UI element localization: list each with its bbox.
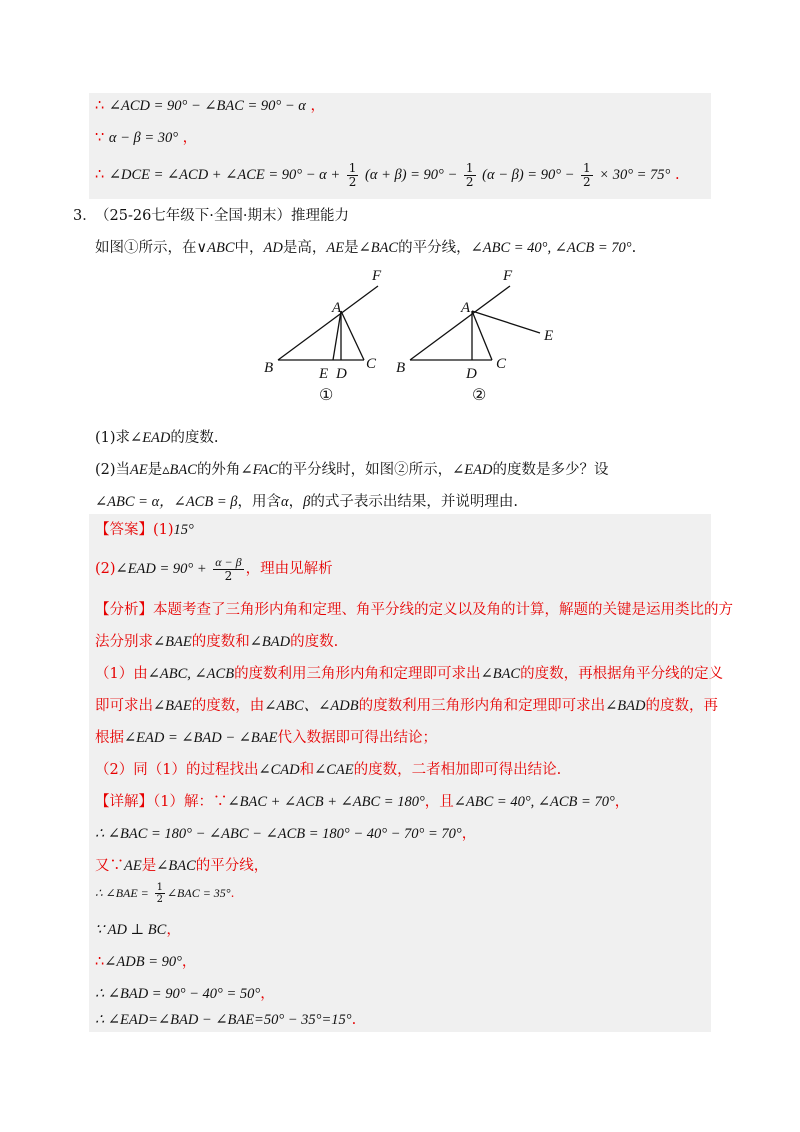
analysis-line-4: 即可求出∠BAE的度数，由∠ABC、∠ADB的度数利用三角形内角和定理即可求出∠BAD的度数，再: [95, 698, 718, 714]
sub-question-2-line-2: ∠ABC = α，∠ACB = β，用含α，β的式子表示出结果，并说明理由.: [95, 494, 518, 510]
fig2-caption: ②: [472, 387, 487, 404]
detail-line-7: ∴ ∠BAD = 90° − 40° = 50°，: [95, 986, 275, 1002]
analysis-line-2: 法分别求∠BAE的度数和∠BAD的度数.: [95, 634, 339, 650]
detail-line-2: ∴ ∠BAC = 180° − ∠ABC − ∠ACB = 180° − 40° − 70° = 70°，: [95, 826, 477, 842]
figure-2: [410, 286, 540, 360]
fig2-label-E: E: [544, 328, 554, 344]
fraction-half: $\frac{1}{2}$: [156, 882, 163, 905]
fig1-label-A: A: [332, 300, 342, 316]
fig2-label-C: C: [496, 356, 507, 372]
fraction-alpha-minus-beta: $\frac{\alpha - \beta}{2}$: [215, 554, 242, 583]
detail-line-8: ∴ ∠EAD=∠BAD − ∠BAE=50° − 35°=15°.: [95, 1012, 357, 1028]
detail-line-3: 又∵AE是∠BAC的平分线，: [95, 858, 269, 874]
fig2-label-F: F: [503, 268, 513, 284]
analysis-line-3: （1）由∠ABC, ∠ACB的度数利用三角形内角和定理即可求出∠BAC的度数，再根据角平分线的定义: [95, 666, 724, 682]
question-number: 3．: [73, 208, 97, 224]
top-line-2: ∵ α − β = 30° ，: [95, 130, 198, 146]
fig2-label-D: D: [466, 366, 477, 382]
top-line-1: ∴ ∠ACD = 90° − ∠BAC = 90° − α ，: [95, 98, 325, 114]
sub-question-2: (2)当AE是▵BAC的外角∠FAC的平分线时，如图②所示，∠EAD的度数是多少？设: [95, 462, 609, 478]
fig1-label-E: E: [319, 366, 329, 382]
analysis-line-1: 【分析】本题考查了三角形内角和定理、角平分线的定义以及角的计算，解题的关键是运用类比的方: [95, 602, 733, 618]
fig2-label-A: A: [461, 300, 471, 316]
fraction-half: $\frac{1}{2}$: [348, 160, 357, 189]
answer-line-2: (2)∠EAD = 90° + $\frac{\alpha - \beta}{2}$ ，理由见解析: [95, 554, 333, 583]
analysis-line-5: 根据∠EAD = ∠BAD − ∠BAE代入数据即可得出结论；: [95, 730, 437, 746]
fig1-caption: ①: [319, 387, 334, 404]
fig2-label-B: B: [396, 360, 406, 376]
fraction-half: $\frac{1}{2}$: [465, 160, 474, 189]
detail-line-4: ∴ ∠BAE = $\frac{1}{2}$ ∠BAC = 35°.: [95, 882, 235, 905]
geometry-figures: [0, 258, 800, 408]
fig1-label-C: C: [366, 356, 377, 372]
fig1-label-B: B: [264, 360, 274, 376]
question-source: （25-26七年级下·全国·期末）推理能力: [95, 208, 350, 224]
fig1-label-F: F: [372, 268, 382, 284]
figure-1: [278, 286, 378, 360]
fraction-half: $\frac{1}{2}$: [583, 160, 591, 189]
detail-line-6: ∴∠ADB = 90°，: [95, 954, 197, 970]
fig1-label-D: D: [336, 366, 347, 382]
analysis-line-6: （2）同（1）的过程找出∠CAD和∠CAE的度数，二者相加即可得出结论.: [95, 762, 562, 778]
answer-line-1: 【答案】(1)15°: [95, 522, 194, 538]
detail-line-5: ∵ AD ⊥ BC，: [95, 922, 181, 938]
sub-question-1: (1)求∠EAD的度数.: [95, 430, 219, 446]
detail-line-1: 【详解】（1）解：∵∠BAC + ∠ACB + ∠ABC = 180°，且∠ABC = 40°, ∠ACB = 70°，: [95, 794, 630, 810]
question-intro: 如图①所示，在∨ABC中，AD是高，AE是∠BAC的平分线，∠ABC = 40°, ∠ACB = 70°.: [95, 240, 637, 256]
top-line-3: ∴ ∠DCE = ∠ACD + ∠ACE = 90° − α + $\frac{1}{2}$ (α + β) = 90° − $\frac{1}{2}$ (α − β) = 90° − $\frac{1}{2}$ × 30° = 75° .: [95, 160, 680, 189]
